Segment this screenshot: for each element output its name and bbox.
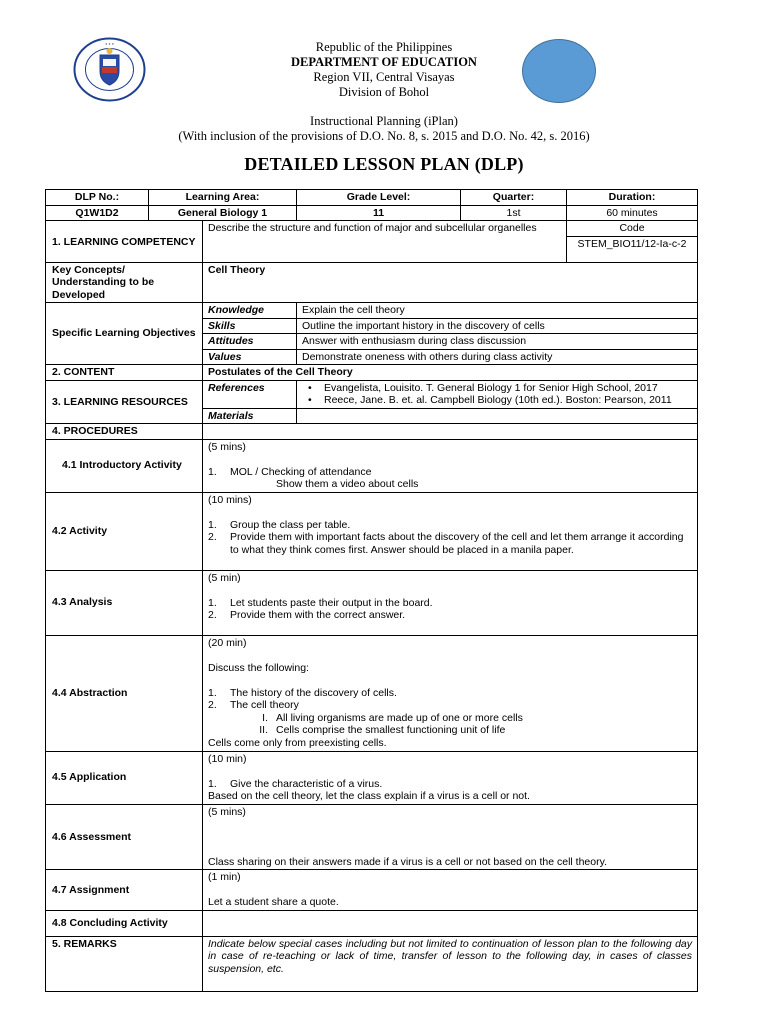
concluding-value (203, 910, 698, 936)
info-header-row (46, 190, 698, 206)
code-value: STEM_BIO11/12-Ia-c-2 (567, 236, 698, 262)
application-time: (10 min) (208, 752, 247, 765)
objective-text: Outline the important history in the discovery of cells (297, 318, 698, 334)
objective-text: Answer with enthusiasm during class discussion (297, 334, 698, 350)
grade-level-header: Grade Level: (297, 190, 461, 206)
analysis-time: (5 min) (208, 571, 241, 584)
content-row (46, 365, 698, 381)
activity-content (203, 492, 698, 570)
remarks-text: Indicate below special cases including but not limited to continuation of lesson plan to the following day in case of re-teaching or lack of time, transfer of lesson to the following day, in cases of classes suspension, etc. (203, 936, 698, 991)
department-text: DEPARTMENT OF EDUCATION (291, 55, 477, 69)
intro-time: (5 mins) (208, 440, 246, 453)
key-concepts-row (46, 262, 698, 303)
references-label: References (203, 380, 297, 408)
sub-list-item: II. Cells comprise the smallest functioning unit of life (259, 724, 506, 736)
key-concepts-label: Key Concepts/ Understanding to be Developed (46, 262, 203, 303)
list-item: 2. The cell theory (208, 699, 299, 711)
procedures-label: 4. PROCEDURES (46, 424, 203, 440)
assessment-text: Class sharing on their answers made if a virus is a cell or not based on the cell theory. (208, 855, 607, 868)
key-concepts-value: Cell Theory (203, 262, 698, 303)
objective-domain: Values (203, 349, 297, 365)
competency-label: 1. LEARNING COMPETENCY (46, 221, 203, 263)
provisions-text: (With inclusion of the provisions of D.O. No. 8, s. 2015 and D.O. No. 42, s. 2016) (178, 128, 590, 143)
procedures-row (46, 424, 698, 440)
assignment-text: Let a student share a quote. (208, 896, 339, 908)
iplan-text: Instructional Planning (iPlan) (310, 114, 458, 128)
objectives-label: Specific Learning Objectives (46, 303, 203, 365)
assessment-row (46, 804, 698, 870)
remarks-label: 5. REMARKS (46, 936, 203, 991)
list-item: 1. The history of the discovery of cells. (208, 686, 397, 699)
analysis-list (208, 597, 692, 622)
analysis-content (203, 570, 698, 635)
concluding-row (46, 910, 698, 936)
concluding-label: 4.8 Concluding Activity (46, 910, 203, 936)
list-item: 1. MOL / Checking of attendance (208, 465, 372, 478)
assignment-label: 4.7 Assignment (46, 870, 203, 911)
dlp-no-header: DLP No.: (46, 190, 149, 206)
list-item: 1. Group the class per table. (208, 518, 351, 531)
objective-row-knowledge (46, 303, 698, 319)
application-extra: Based on the cell theory, let the class explain if a virus is a cell or not. (208, 790, 530, 802)
abstraction-list (208, 687, 692, 712)
intro-activity-row (46, 439, 698, 492)
abstraction-extra: Cells come only from preexisting cells. (208, 736, 387, 749)
abstraction-row (46, 635, 698, 751)
region-text: Region VII, Central Visayas (313, 70, 455, 84)
abstraction-sublist (208, 712, 692, 737)
abstraction-content (203, 635, 698, 751)
list-item-text: Provide them with the correct answer. (230, 609, 406, 621)
abstraction-label: 4.4 Abstraction (46, 635, 203, 751)
list-item-text: MOL / Checking of attendance (230, 465, 372, 478)
assessment-label: 4.6 Assessment (46, 804, 203, 870)
activity-list (208, 519, 692, 557)
objective-domain: Attitudes (203, 334, 297, 350)
dlp-no-value: Q1W1D2 (46, 205, 149, 221)
abstraction-intro: Discuss the following: (208, 661, 309, 674)
content-label: 2. CONTENT (46, 365, 203, 381)
application-content (203, 751, 698, 804)
code-label: Code (567, 221, 698, 237)
analysis-row (46, 570, 698, 635)
quarter-header: Quarter: (461, 190, 567, 206)
sub-list-item-text: Cells comprise the smallest functioning unit of life (276, 724, 506, 736)
sub-list-item-text: All living organisms are made up of one or more cells (276, 711, 523, 724)
objective-domain: Skills (203, 318, 297, 334)
intro-extra: Show them a video about cells (276, 478, 419, 490)
application-list (208, 778, 692, 791)
content-value: Postulates of the Cell Theory (203, 365, 698, 381)
objective-domain: Knowledge (203, 303, 297, 319)
materials-label: Materials (203, 408, 297, 424)
list-item-text: The history of the discovery of cells. (230, 686, 397, 699)
resources-label: 3. LEARNING RESOURCES (46, 380, 203, 424)
info-value-row (46, 205, 698, 221)
list-item: 1. Let students paste their output in the board. (208, 596, 433, 609)
intro-list (208, 466, 692, 479)
intro-activity-label: 4.1 Introductory Activity (46, 439, 203, 492)
references-list (302, 382, 692, 407)
division-text: Division of Bohol (338, 85, 430, 99)
assignment-row (46, 870, 698, 911)
assessment-content (203, 804, 698, 870)
references-list-cell (297, 380, 698, 408)
learning-area-value: General Biology 1 (149, 205, 297, 221)
lesson-plan-table (45, 189, 698, 992)
assignment-content (203, 870, 698, 911)
competency-row (46, 221, 698, 237)
duration-value: 60 minutes (567, 205, 698, 221)
list-item-text: Let students paste their output in the board. (230, 596, 433, 609)
list-item-text: The cell theory (230, 699, 299, 711)
remarks-row (46, 936, 698, 991)
analysis-label: 4.3 Analysis (46, 570, 203, 635)
abstraction-time: (20 min) (208, 636, 247, 649)
assessment-time: (5 mins) (208, 805, 246, 818)
intro-activity-content (203, 439, 698, 492)
procedures-empty (203, 424, 698, 440)
reference-item: • Reece, Jane. B. et. al. Campbell Biology (10th ed.). Boston: Pearson, 2011 (302, 394, 692, 407)
application-label: 4.5 Application (46, 751, 203, 804)
list-item-text: Provide them with important facts about the discovery of the cell and let them arrange it according to what they think comes first. Answer should be placed in a manila paper. (230, 531, 684, 556)
assignment-time: (1 min) (208, 871, 241, 883)
seal-text: * * * (105, 43, 114, 49)
list-item: 1. Give the characteristic of a virus. (208, 777, 383, 790)
duration-header: Duration: (567, 190, 698, 206)
document-header (0, 40, 768, 100)
list-item-text: Group the class per table. (230, 518, 351, 531)
quarter-value: 1st (461, 205, 567, 221)
application-row (46, 751, 698, 804)
iplan-header (0, 114, 768, 143)
objective-text: Demonstrate oneness with others during class activity (297, 349, 698, 365)
list-item: 2. Provide them with important facts about the discovery of the cell and let them arrange it according to what they think comes first. Answer should be placed in a manila paper. (208, 531, 684, 556)
page-title: DETAILED LESSON PLAN (DLP) (244, 154, 524, 174)
activity-label: 4.2 Activity (46, 492, 203, 570)
materials-value (297, 408, 698, 424)
activity-row (46, 492, 698, 570)
sub-list-item: I. All living organisms are made up of one or more cells (262, 711, 523, 724)
objective-text: Explain the cell theory (297, 303, 698, 319)
list-item-text: Give the characteristic of a virus. (230, 777, 383, 790)
grade-level-value: 11 (297, 205, 461, 221)
competency-text: Describe the structure and function of major and subcellular organelles (203, 221, 567, 263)
references-row (46, 380, 698, 408)
activity-time: (10 mins) (208, 493, 252, 506)
republic-text: Republic of the Philippines (315, 40, 453, 54)
learning-area-header: Learning Area: (149, 190, 297, 206)
reference-item: • Evangelista, Louisito. T. General Biology 1 for Senior High School, 2017 (302, 382, 692, 395)
list-item: 2. Provide them with the correct answer. (208, 609, 406, 621)
